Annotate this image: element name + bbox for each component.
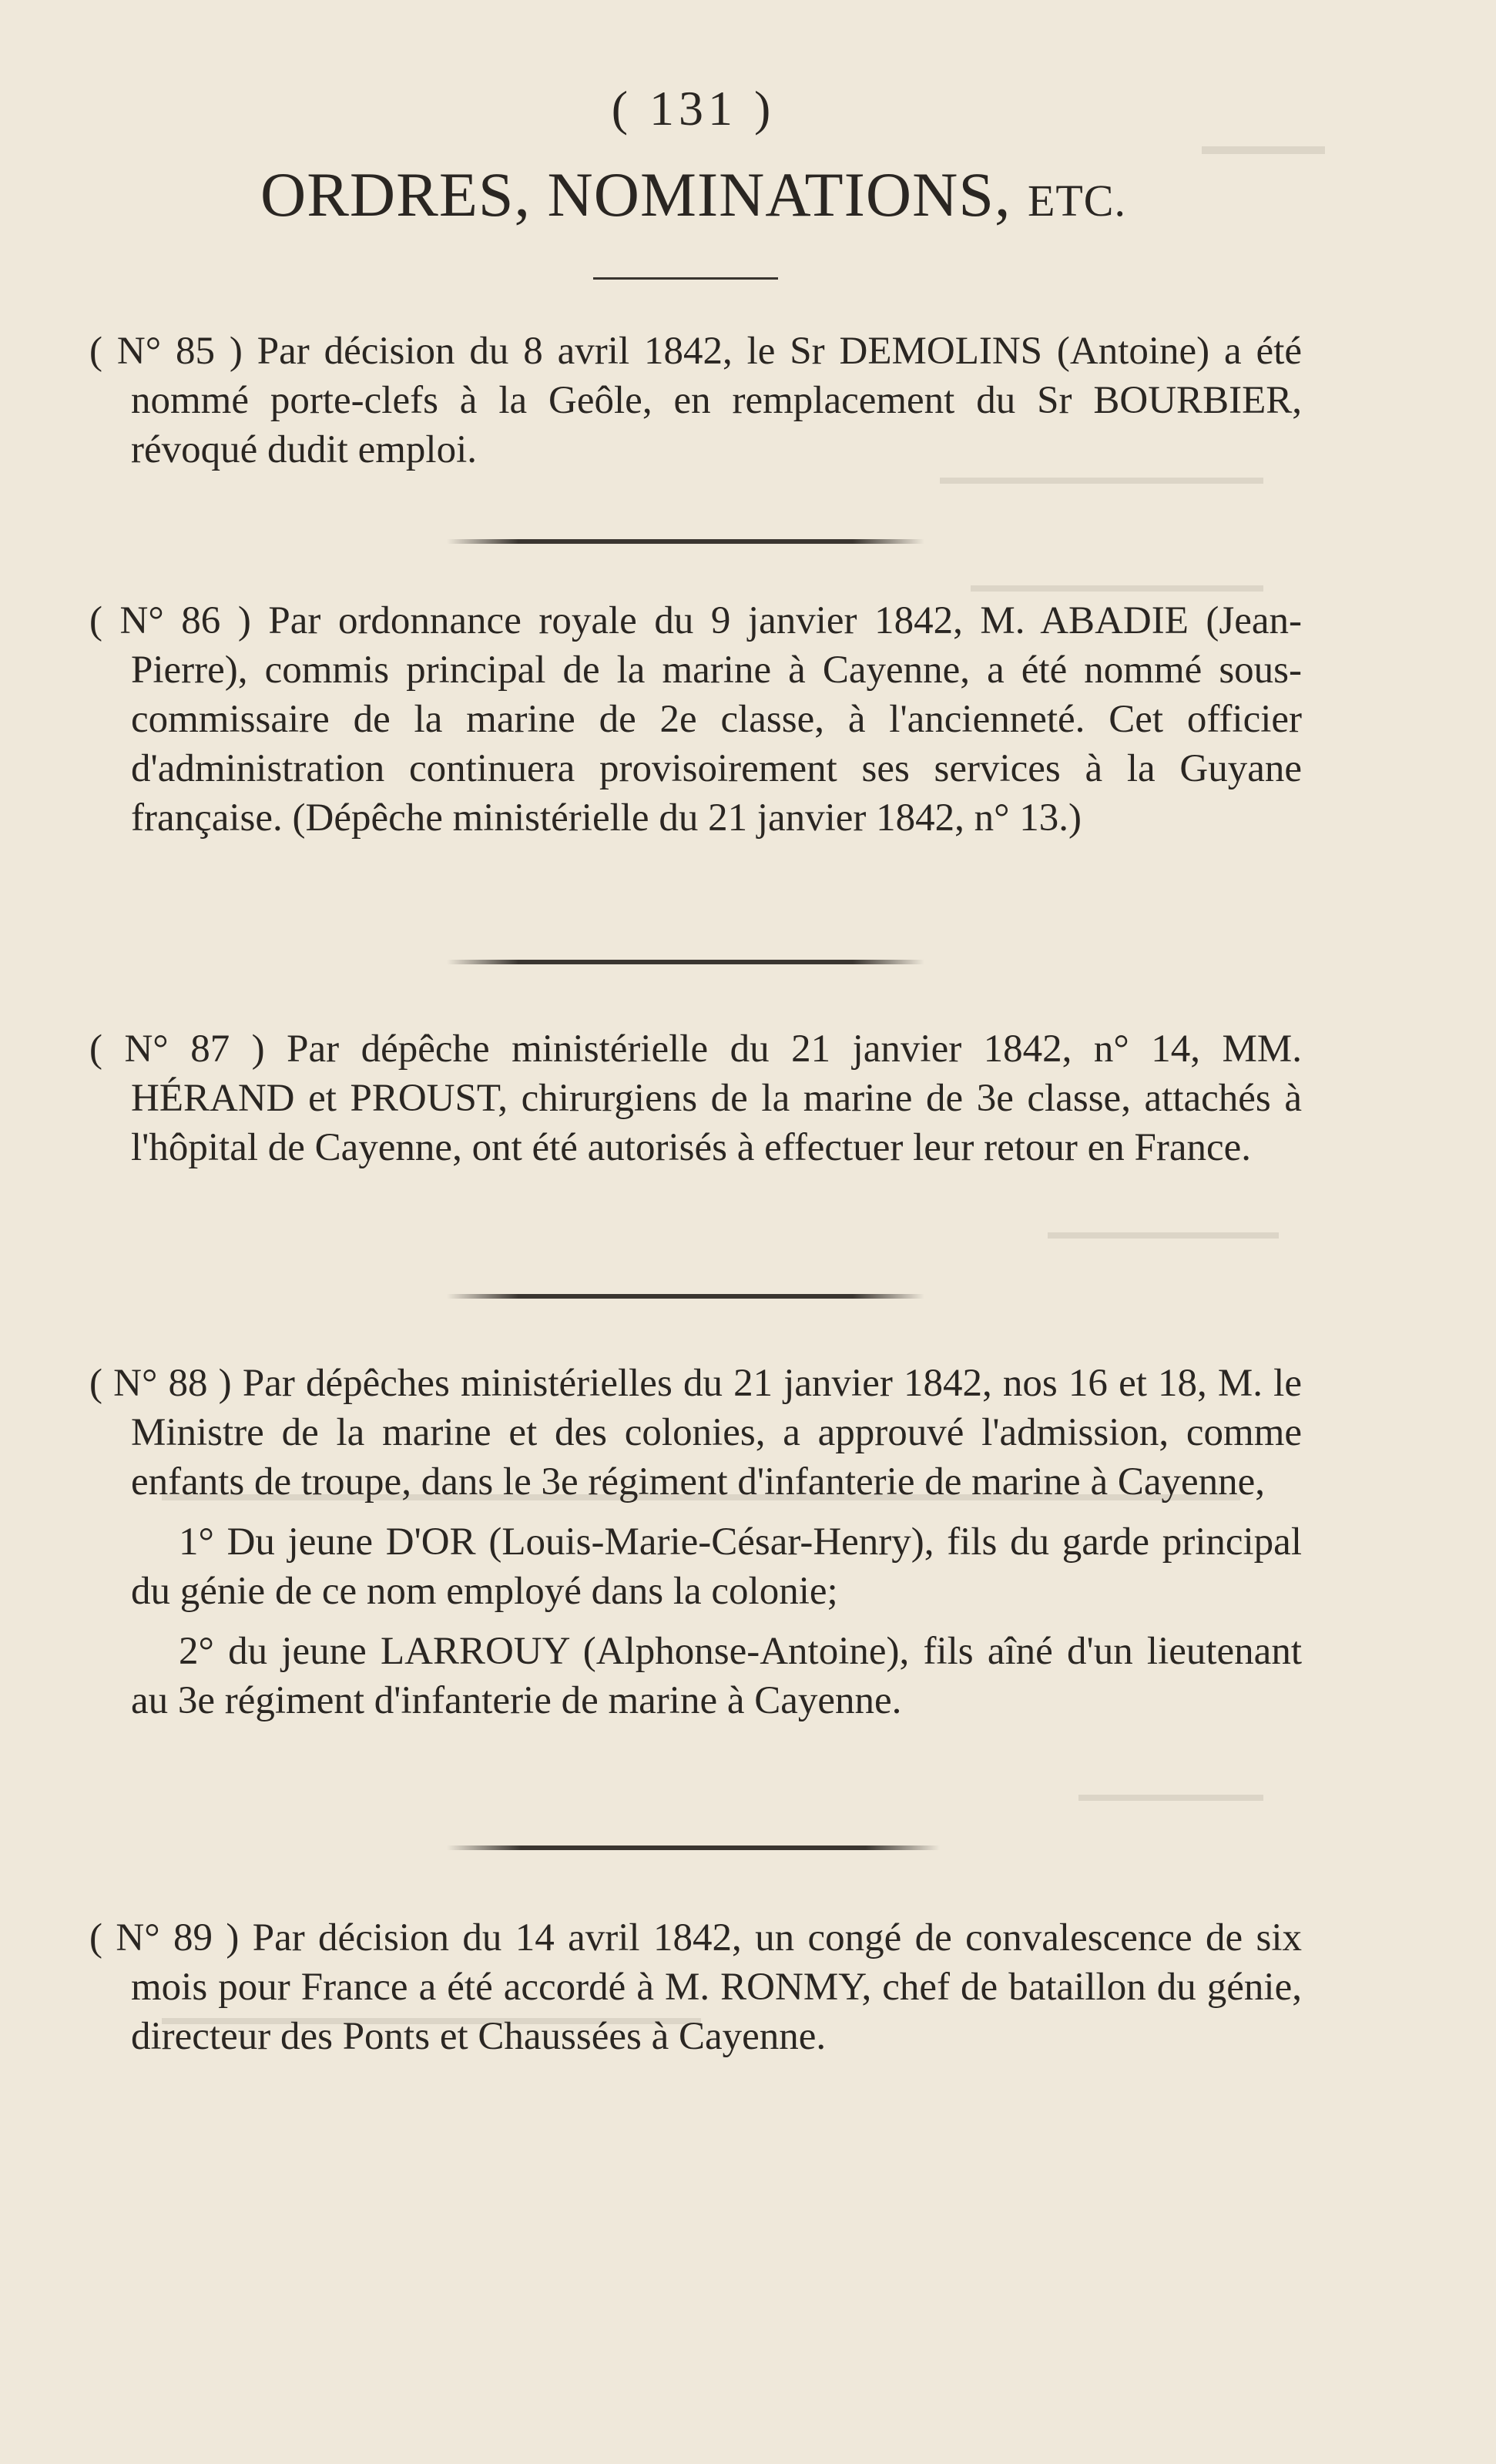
entry-subparagraph: 2° du jeune LARROUY (Alphonse-Antoine), fils aîné d'un lieutenant au 3e régiment d'infanterie de marine à Cayenne. [131,1630,1302,1722]
entry-paragraph [89,596,1302,843]
entry-text: Par dépêches ministérielles du 21 janvier 1842, nos 16 et 18, M. le Ministre de la marine et des colonies, a approuvé l'admission, comme enfants de troupe, dans le 3e régiment d'infanterie de marine à Cayenne, [131,1362,1302,1504]
entry-text: Par décision du 8 avril 1842, le Sr DEMOLINS (Antoine) a été nommé porte-clefs à la Geôle, en remplacement du Sr BOURBIER, révoqué dudit emploi. [131,330,1303,471]
entry-number: ( N° 86 ) [89,599,251,642]
entry-paragraph [89,1359,1302,1507]
entry-87 [89,1024,1302,1172]
section-divider [447,960,924,964]
entry-88 [89,1359,1302,1725]
entry-number: ( N° 89 ) [89,1916,240,1959]
entry-paragraph [89,327,1303,474]
entry-paragraph [89,1024,1302,1172]
entry-86 [89,596,1302,843]
entry-text: Par ordonnance royale du 9 janvier 1842, M. ABADIE (Jean-Pierre), commis principal de la marine à Cayenne, a été nommé sous-commissaire de la marine de 2e classe, à l'ancienneté. Cet officier d'administration continuera provisoirement ses services à la Guyane française. (Dépêche ministérielle du 21 janvier 1842, n° 13.) [131,599,1302,840]
section-divider [447,1294,924,1299]
entry-85 [89,327,1303,474]
entry-number: ( N° 88 ) [89,1362,232,1405]
entry-89 [89,1913,1302,2061]
section-divider [447,539,924,544]
entry-number: ( N° 87 ) [89,1028,265,1071]
entry-number: ( N° 85 ) [89,330,243,373]
heading-rule [593,277,778,280]
entry-paragraph [89,1913,1302,2061]
entry-text: Par dépêche ministérielle du 21 janvier 1842, n° 14, MM. HÉRAND et PROUST, chirurgiens de la marine de 3e classe, attachés à l'hôpital de Cayenne, ont été autorisés à effectuer leur retour en France. [131,1028,1302,1169]
section-divider [447,1845,940,1850]
section-heading [0,159,1387,231]
heading-title: ORDRES, NOMINATIONS, [260,159,1011,230]
entry-text: Par décision du 14 avril 1842, un congé de convalescence de six mois pour France a été accordé à M. RONMY, chef de bataillon du génie, directeur des Ponts et Chaussées à Cayenne. [131,1916,1302,2058]
page-number: ( 131 ) [611,81,776,136]
entry-subparagraph: 1° Du jeune D'OR (Louis-Marie-César-Henry), fils du garde principal du génie de ce nom employé dans la colonie; [131,1520,1302,1613]
heading-etc: ETC. [1027,176,1126,226]
